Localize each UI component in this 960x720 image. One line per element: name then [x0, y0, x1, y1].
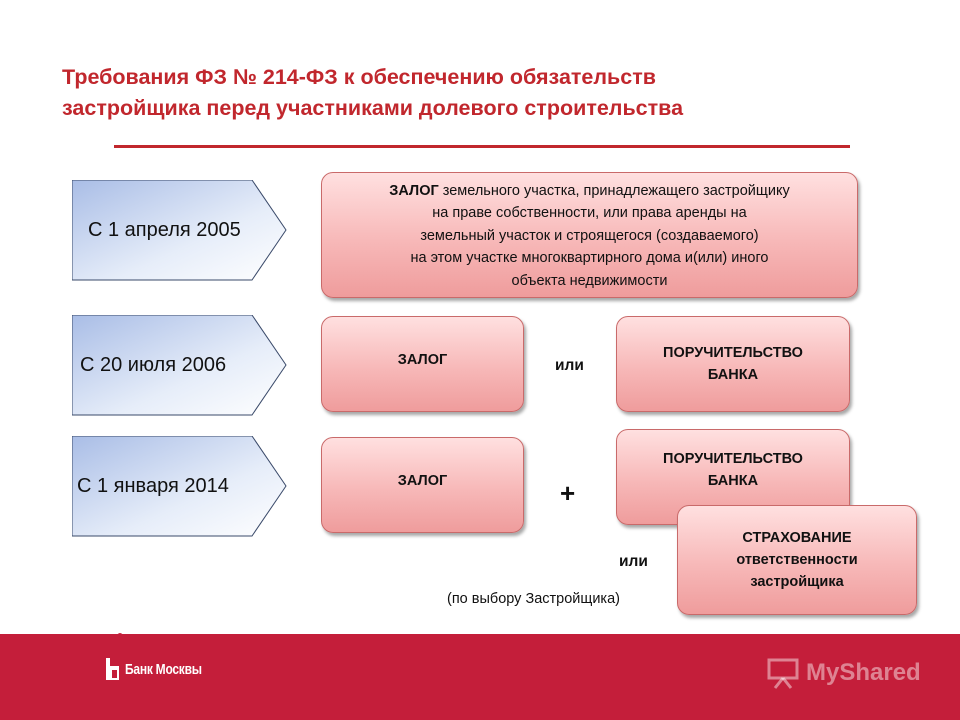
watermark	[766, 656, 921, 690]
collateral-land-box	[321, 172, 858, 298]
title-line-2: застройщика перед участниками долевого строительства	[62, 96, 684, 120]
box-line-1: ПОРУЧИТЕЛЬСТВО	[663, 345, 803, 361]
box-line-2: БАНКА	[707, 367, 759, 383]
box-bold-label: ЗАЛОГ	[389, 182, 439, 199]
date-arrow-2006	[72, 315, 287, 415]
bank-logo-icon	[106, 658, 119, 680]
box-line-1: ПОРУЧИТЕЛЬСТВО	[663, 451, 803, 467]
box-line-2: БАНКА	[707, 473, 759, 489]
date-arrow-2014	[72, 436, 287, 536]
box-line-5: объекта недвижимости	[511, 272, 668, 289]
developer-choice-note: (по выбору Застройщика)	[447, 591, 620, 607]
watermark-text: MyShared	[806, 659, 921, 686]
box-line-2: ответственности	[736, 552, 858, 568]
box-line-1: СТРАХОВАНИЕ	[742, 530, 852, 546]
box-line-3: застройщика	[750, 574, 844, 590]
date-label: С 20 июля 2006	[80, 353, 227, 376]
bank-logo	[106, 658, 221, 680]
date-label: С 1 апреля 2005	[88, 218, 241, 241]
box-line-1: земельного участка, принадлежащего застройщику	[438, 182, 790, 199]
insurance-box	[677, 505, 917, 615]
presentation-icon	[766, 656, 800, 690]
or-connector-alt: или	[619, 553, 648, 570]
collateral-box: ЗАЛОГ	[321, 316, 524, 412]
box-line-2: на праве собственности, или права аренды на	[432, 205, 747, 222]
or-connector: или	[555, 357, 584, 374]
box-line-3: земельный участок и строящегося (создаваемого)	[420, 227, 759, 244]
page-title	[62, 62, 902, 124]
title-line-1: Требования ФЗ № 214-ФЗ к обеспечению обязательств	[62, 65, 656, 89]
plus-connector: +	[560, 478, 576, 508]
date-arrow-2005	[72, 180, 287, 280]
box-line-4: на этом участке многоквартирного дома и(или) иного	[410, 250, 769, 267]
date-label: С 1 января 2014	[77, 474, 229, 497]
collateral-box: ЗАЛОГ	[321, 437, 524, 533]
bank-name: Банк Москвы	[125, 660, 202, 678]
title-underline	[114, 145, 850, 148]
bank-guarantee-box	[616, 316, 850, 412]
